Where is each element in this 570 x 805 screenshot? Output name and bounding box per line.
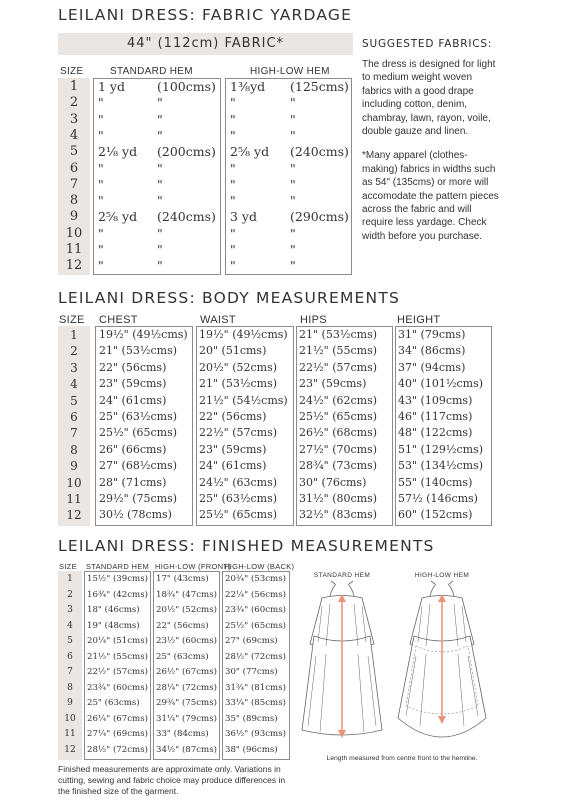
body-waist-value: 20" (51cms): [199, 344, 267, 358]
body-height-value: 55" (140cms): [398, 475, 473, 489]
yardage-size-label: 12: [65, 258, 83, 274]
yardage-size-label: 1: [69, 79, 79, 94]
body-height-value: 37" (94cms): [398, 360, 466, 374]
yardage-highlow-cm: ": [290, 242, 296, 257]
body-chest-header: CHEST: [99, 314, 138, 326]
finished-standard-value: 19" (48cms): [87, 620, 140, 631]
yardage-standard-cm: ": [157, 127, 163, 143]
fabric-width-note: *Many apparel (clothes-making) fabrics in widths such as 54" (135cms) or more will accomodate the pattern pieces across the fabric and will require less yardage. Check width before you purchase.: [362, 150, 499, 242]
finished-front-header: HIGH-LOW (FRONT): [155, 562, 232, 571]
yardage-highlow-cm: ": [290, 95, 296, 111]
finished-standard-value: 27¼" (69cms): [87, 729, 148, 739]
yardage-standard-yd: ": [98, 95, 104, 111]
yardage-size-label: 2: [69, 95, 79, 111]
yardage-standard-cm: ": [157, 111, 163, 127]
body-chest-value: 26" (66cms): [99, 442, 167, 456]
yardage-standard-cm: ": [157, 176, 163, 192]
finished-size-label: 9: [67, 698, 73, 708]
finished-standard-value: 15½" (39cms): [87, 574, 148, 584]
body-size-label: 8: [70, 442, 78, 457]
yardage-size-label: 11: [65, 242, 83, 257]
yardage-size-label: 6: [69, 160, 79, 176]
body-size-label: 6: [70, 410, 78, 424]
body-size-label: 12: [66, 508, 82, 523]
body-height-value: 34" (86cms): [398, 344, 466, 358]
finished-size-label: 10: [64, 713, 76, 724]
yardage-standard-cm: ": [157, 193, 163, 209]
body-chest-value: 25½" (65cms): [99, 426, 178, 440]
finished-size-label: 1: [67, 574, 73, 584]
body-height-value: 53" (134½cms): [398, 459, 484, 473]
yardage-standard-cm: (240cms): [157, 209, 216, 225]
yardage-highlow-cm: (240cms): [290, 144, 349, 160]
finished-back-header: HIGH-LOW (BACK): [224, 562, 295, 571]
body-height-header: HEIGHT: [397, 314, 441, 326]
finished-back-value: 36½" (93cms): [225, 729, 286, 739]
yardage-highlow-yd: 2⅝ yd: [230, 144, 270, 160]
finished-size-label: 7: [67, 667, 73, 677]
yardage-highlow-cm: ": [290, 111, 296, 127]
body-waist-header: WAIST: [200, 314, 236, 326]
body-height-value: 40" (101½cms): [398, 377, 484, 391]
yardage-size-label: 5: [69, 144, 79, 160]
yardage-standard-cm: (200cms): [157, 144, 216, 160]
yardage-standard-yd: ": [98, 225, 104, 241]
finished-back-value: 30" (77cms): [225, 667, 278, 677]
body-size-label: 11: [66, 492, 82, 506]
dress-diagrams: [292, 566, 502, 766]
yardage-highlow-yd: ": [230, 258, 236, 274]
yardage-size-label: 3: [69, 111, 79, 127]
finished-front-value: 25" (63cms): [156, 651, 209, 662]
yardage-highlow-cm: ": [290, 160, 296, 176]
finished-back-value: 22¼" (56cms): [225, 589, 286, 600]
finished-front-value: 29¾" (75cms): [156, 698, 217, 708]
yardage-size-label: 7: [69, 176, 79, 192]
finished-standard-value: 16¾" (42cms): [87, 589, 148, 600]
suggested-fabrics-panel: [362, 38, 502, 254]
body-hips-value: 24½" (62cms): [299, 393, 378, 407]
body-chest-value: 19½" (49½cms): [99, 328, 188, 341]
body-chest-value: 21" (53½cms): [99, 344, 178, 358]
yardage-standard-yd: ": [98, 176, 104, 192]
body-size-label: 7: [70, 426, 78, 441]
body-size-label: 5: [70, 393, 78, 408]
yardage-highlow-yd: ": [230, 160, 236, 176]
body-hips-value: 27½" (70cms): [299, 442, 378, 456]
body-size-header: SIZE: [59, 314, 85, 326]
yardage-standard-yd: ": [98, 193, 104, 209]
finished-front-value: 20½" (52cms): [156, 605, 217, 615]
finished-standard-value: 28½" (72cms): [87, 744, 148, 755]
body-waist-value: 24½" (63cms): [199, 475, 278, 489]
body-title: LEILANI DRESS: BODY MEASUREMENTS: [58, 289, 401, 307]
yardage-size-label: 10: [65, 225, 83, 241]
finished-standard-value: 21½" (55cms): [87, 651, 148, 662]
body-chest-value: 30½ (78cms): [99, 508, 172, 522]
finished-back-value: 35" (89cms): [225, 713, 278, 724]
body-height-value: 51" (129½cms): [398, 442, 484, 456]
body-waist-value: 25" (63½cms): [199, 492, 278, 505]
yardage-standard-cm: ": [157, 258, 163, 274]
body-waist-value: 22" (56cms): [199, 410, 267, 423]
body-hips-value: 21½" (55cms): [299, 344, 378, 358]
body-hips-value: 21" (53½cms): [299, 328, 378, 341]
finished-standard-value: 20¼" (51cms): [87, 636, 148, 646]
yardage-size-label: 4: [69, 127, 79, 143]
body-hips-value: 23" (59cms): [299, 377, 367, 391]
diagram-standard-label: STANDARD HEM: [313, 572, 371, 579]
diagram-caption: Length measured from centre front to the hemline.: [326, 755, 478, 762]
finished-standard-value: 18" (46cms): [87, 605, 140, 615]
body-size-label: 1: [70, 328, 78, 342]
yardage-standard-header: STANDARD HEM: [110, 66, 193, 77]
yardage-standard-cm: ": [157, 225, 163, 241]
body-size-label: 2: [70, 344, 78, 359]
body-chest-value: 29½" (75cms): [99, 492, 178, 505]
yardage-standard-cm: ": [157, 160, 163, 176]
yardage-size-label: 9: [69, 209, 79, 225]
finished-size-header: SIZE: [59, 562, 77, 571]
finished-standard-value: 23¾" (60cms): [87, 682, 148, 693]
body-height-value: 43" (109cms): [398, 393, 473, 407]
finished-front-value: 17" (43cms): [156, 574, 209, 584]
body-waist-value: 21½" (54½cms): [199, 393, 288, 407]
finished-size-label: 12: [64, 744, 76, 755]
yardage-standard-yd: ": [98, 111, 104, 127]
body-hips-value: 30" (76cms): [299, 475, 367, 489]
finished-front-value: 34½" (87cms): [156, 744, 217, 755]
yardage-highlow-yd: 1⅜yd: [230, 79, 266, 94]
body-chest-value: 24" (61cms): [99, 393, 167, 407]
body-chest-value: 22" (56cms): [99, 360, 167, 374]
body-waist-value: 25½" (65cms): [199, 508, 278, 522]
body-height-value: 31" (79cms): [398, 328, 466, 341]
body-waist-value: 23" (59cms): [199, 442, 267, 456]
body-height-value: 57½ (146cms): [398, 492, 478, 505]
finished-standard-value: 22½" (57cms): [87, 667, 148, 677]
yardage-standard-yd: 2⅛ yd: [98, 144, 138, 160]
body-chest-value: 27" (68½cms): [99, 459, 178, 473]
yardage-highlow-header: HIGH-LOW HEM: [250, 66, 330, 77]
body-height-value: 60" (152cms): [398, 508, 473, 522]
body-waist-value: 21" (53½cms): [199, 377, 278, 391]
finished-front-value: 23½" (60cms): [156, 636, 217, 646]
body-waist-value: 22½" (57cms): [199, 426, 278, 440]
body-chest-value: 25" (63½cms): [99, 410, 178, 423]
body-hips-value: 28¾" (73cms): [299, 459, 378, 473]
yardage-highlow-yd: ": [230, 225, 236, 241]
yardage-highlow-cm: (125cms): [290, 79, 349, 94]
yardage-highlow-cm: (290cms): [290, 209, 349, 225]
yardage-highlow-cm: ": [290, 258, 296, 274]
finished-size-label: 2: [67, 589, 73, 600]
yardage-highlow-yd: ": [230, 127, 236, 143]
finished-title: LEILANI DRESS: FINISHED MEASUREMENTS: [58, 537, 435, 555]
finished-front-value: 31¼" (79cms): [156, 713, 217, 724]
yardage-highlow-yd: ": [230, 95, 236, 111]
body-hips-header: HIPS: [300, 314, 327, 326]
yardage-highlow-cm: ": [290, 127, 296, 143]
yardage-standard-cm: ": [157, 242, 163, 257]
yardage-standard-cm: (100cms): [157, 79, 216, 94]
yardage-standard-yd: 2⅝ yd: [98, 209, 138, 225]
finished-standard-value: 26¼" (67cms): [87, 713, 148, 724]
yardage-highlow-cm: ": [290, 176, 296, 192]
yardage-standard-cm: ": [157, 95, 163, 111]
yardage-standard-yd: ": [98, 160, 104, 176]
finished-back-value: 38" (96cms): [225, 744, 278, 755]
finished-footnote: Finished measurements are approximate only. Variations in cutting, sewing and fabric choice may produce differences in the finished size of the garment.: [58, 764, 286, 796]
finished-front-value: 26½" (67cms): [156, 667, 217, 677]
finished-standard-value: 25" (63cms): [87, 698, 140, 708]
body-height-value: 48" (122cms): [398, 426, 473, 440]
finished-size-label: 5: [67, 636, 73, 646]
body-hips-value: 25½" (65cms): [299, 410, 378, 423]
finished-size-label: 11: [64, 729, 76, 739]
body-size-label: 10: [66, 475, 82, 490]
finished-size-label: 6: [67, 651, 73, 662]
suggested-fabrics-title: SUGGESTED FABRICS:: [362, 38, 493, 50]
finished-standard-header: STANDARD HEM: [86, 562, 150, 571]
yardage-highlow-yd: ": [230, 176, 236, 192]
body-hips-value: 32½" (83cms): [299, 508, 378, 522]
finished-back-value: 28½" (72cms): [225, 651, 286, 662]
body-chest-value: 23" (59cms): [99, 377, 167, 391]
finished-front-value: 33" (84cms): [156, 729, 209, 739]
yardage-standard-yd: 1 yd: [98, 79, 125, 94]
finished-back-value: 31¾" (81cms): [225, 682, 286, 693]
yardage-highlow-yd: ": [230, 242, 236, 257]
yardage-highlow-yd: ": [230, 193, 236, 209]
yardage-standard-yd: ": [98, 258, 104, 274]
body-hips-value: 31½" (80cms): [299, 492, 378, 505]
finished-size-label: 3: [67, 605, 73, 615]
finished-back-value: 33¼" (85cms): [225, 698, 286, 708]
finished-front-value: 18¾" (47cms): [156, 589, 217, 600]
body-size-label: 9: [70, 459, 78, 474]
body-size-label: 4: [70, 377, 78, 392]
finished-back-value: 25½" (65cms): [225, 620, 286, 631]
yardage-size-header: SIZE: [60, 66, 84, 77]
finished-size-label: 8: [67, 682, 73, 693]
body-waist-value: 20½" (52cms): [199, 360, 278, 374]
body-waist-value: 19½" (49½cms): [199, 328, 288, 341]
yardage-standard-yd: ": [98, 127, 104, 143]
yardage-highlow-box: [225, 78, 352, 275]
body-hips-value: 22½" (57cms): [299, 360, 378, 374]
finished-size-label: 4: [67, 620, 73, 631]
finished-back-value: 20¾" (53cms): [225, 574, 286, 584]
finished-front-value: 28¼" (72cms): [156, 682, 217, 693]
yardage-highlow-cm: ": [290, 225, 296, 241]
fabric-width-band: 44" (112cm) FABRIC*: [58, 33, 353, 55]
finished-back-value: 27" (69cms): [225, 636, 278, 646]
yardage-standard-yd: ": [98, 242, 104, 257]
body-chest-value: 28" (71cms): [99, 475, 167, 489]
body-height-value: 46" (117cms): [398, 410, 473, 423]
yardage-highlow-cm: ": [290, 193, 296, 209]
diagram-highlow-label: HIGH-LOW HEM: [414, 572, 470, 579]
finished-front-value: 22" (56cms): [156, 620, 209, 631]
yardage-title: LEILANI DRESS: FABRIC YARDAGE: [58, 6, 353, 24]
body-size-label: 3: [70, 360, 78, 375]
yardage-highlow-yd: 3 yd: [230, 209, 257, 225]
body-hips-value: 26½" (68cms): [299, 426, 378, 440]
yardage-highlow-yd: ": [230, 111, 236, 127]
yardage-size-label: 8: [69, 193, 79, 209]
body-waist-value: 24" (61cms): [199, 459, 267, 473]
finished-back-value: 23¾" (60cms): [225, 605, 286, 615]
suggested-fabrics-text: The dress is designed for light to medium weight woven fabrics with a good drape including cotton, denim, chambray, lawn, rayon, voile, double gauze and linen.: [362, 59, 496, 138]
